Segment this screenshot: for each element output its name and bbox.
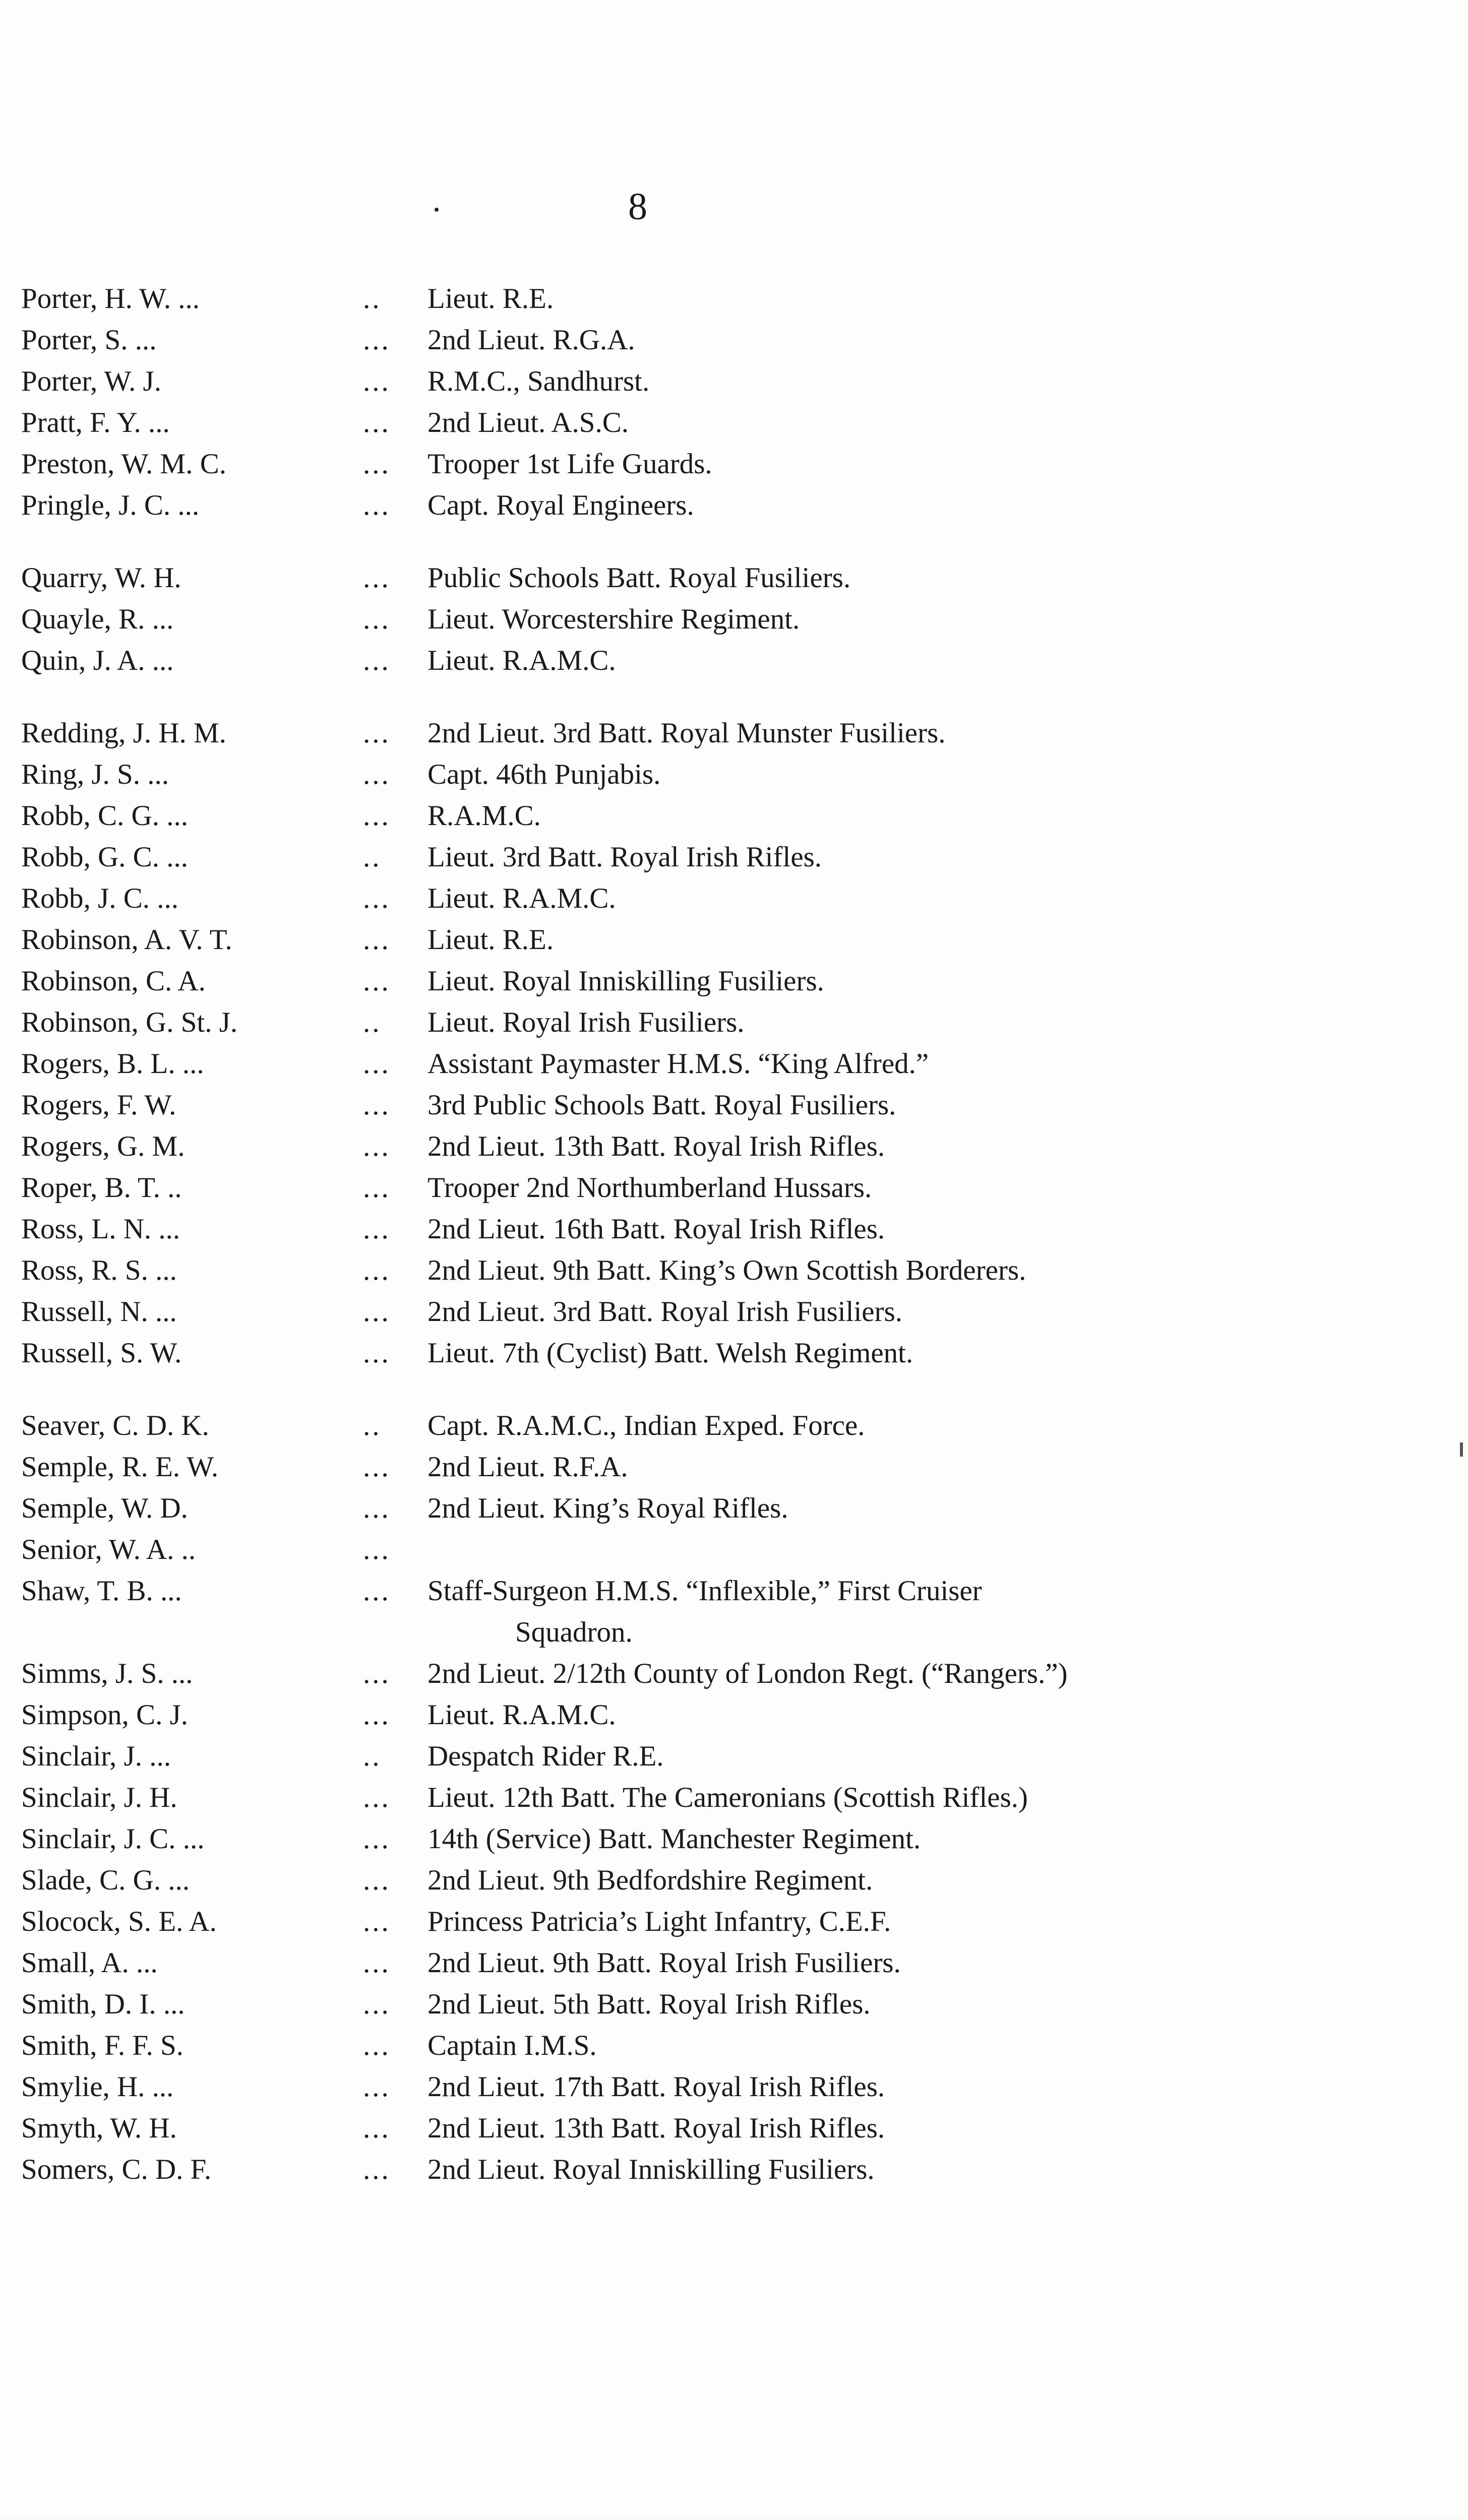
entry-unit: Lieut. R.A.M.C. [427,645,616,676]
entry-name: Rogers, B. L. ... [21,1048,204,1080]
roll-entry [0,1901,1468,1942]
entry-name: Russell, N. ... [21,1296,177,1328]
roll-entry [0,320,1468,361]
entry-name: Robb, G. C. ... [21,841,188,873]
entry-unit: R.A.M.C. [427,800,541,832]
roll-entry [0,1736,1468,1777]
entry-name: Small, A. ... [21,1947,158,1979]
dot-leader: ... [363,883,391,914]
dot-leader: ... [363,1254,391,1286]
entry-unit: 2nd Lieut. 9th Batt. King’s Own Scottish Borderers. [427,1254,1026,1286]
dot-leader: ... [363,407,391,438]
roll-entry [0,1043,1468,1085]
entry-unit: Lieut. R.E. [427,924,554,956]
roll-entry [0,1209,1468,1250]
roll-entry [0,1818,1468,1860]
roll-entry [0,1002,1468,1043]
roll-entry [0,1777,1468,1818]
dot-leader: ... [363,2154,391,2185]
dot-leader: ... [363,562,391,594]
roll-entry [0,878,1468,919]
dot-leader: ... [363,1864,391,1896]
dot-leader: ... [363,717,391,749]
roll-of-honour-list [0,278,1468,2190]
entry-name: Smyth, W. H. [21,2112,177,2144]
entry-unit: 3rd Public Schools Batt. Royal Fusiliers. [427,1089,896,1121]
entry-name: Rogers, G. M. [21,1130,185,1162]
roll-entry [0,2108,1468,2149]
entry-unit: Trooper 2nd Northumberland Hussars. [427,1172,872,1204]
dot-leader: ... [363,1296,391,1328]
entry-unit: Lieut. Royal Inniskilling Fusiliers. [427,965,824,997]
entry-name: Quarry, W. H. [21,562,181,594]
roll-entry [0,1291,1468,1333]
roll-entry [0,713,1468,754]
entry-unit: 2nd Lieut. 3rd Batt. Royal Munster Fusiliers. [427,717,946,749]
roll-entry [0,1529,1468,1570]
dot-leader: ... [363,1782,391,1813]
entry-name: Seaver, C. D. K. [21,1410,209,1441]
roll-entry [0,1942,1468,1984]
dot-leader: .. [363,1410,382,1441]
dot-leader: ... [363,1451,391,1483]
dot-leader: ... [363,1089,391,1121]
roll-entry [0,1570,1468,1653]
ink-dot-mark [435,208,439,212]
roll-entry [0,754,1468,795]
entry-unit: Lieut. 3rd Batt. Royal Irish Rifles. [427,841,822,873]
entry-name: Shaw, T. B. ... [21,1575,182,1607]
roll-entry [0,1333,1468,1374]
entry-unit: Public Schools Batt. Royal Fusiliers. [427,562,851,594]
entry-name: Slade, C. G. ... [21,1864,190,1896]
entry-unit: 2nd Lieut. King’s Royal Rifles. [427,1492,788,1524]
entry-name: Smith, D. I. ... [21,1988,185,2020]
dot-leader: ... [363,2112,391,2144]
entry-unit: Trooper 1st Life Guards. [427,448,712,480]
roll-entry [0,1250,1468,1291]
entry-unit: Captain I.M.S. [427,2030,597,2061]
entry-unit: 2nd Lieut. 5th Batt. Royal Irish Rifles. [427,1988,871,2020]
roll-entry [0,1860,1468,1901]
entry-unit: 2nd Lieut. 16th Batt. Royal Irish Rifles. [427,1213,885,1245]
roll-entry [0,278,1468,320]
entry-unit: Despatch Rider R.E. [427,1740,664,1772]
roll-entry [0,1126,1468,1167]
entry-unit: Capt. Royal Engineers. [427,489,694,521]
entry-unit: 2nd Lieut. 13th Batt. Royal Irish Rifles. [427,2112,885,2144]
dot-leader: ... [363,365,391,397]
roll-entry [0,1984,1468,2025]
entry-name: Ross, L. N. ... [21,1213,180,1245]
dot-leader: ... [363,1988,391,2020]
entry-unit: 2nd Lieut. 9th Batt. Royal Irish Fusiliers. [427,1947,901,1979]
entry-name: Slocock, S. E. A. [21,1906,217,1937]
entry-name: Sinclair, J. C. ... [21,1823,205,1855]
dot-leader: .. [363,1006,382,1038]
entry-name: Ring, J. S. ... [21,759,169,790]
entry-unit: 2nd Lieut. R.F.A. [427,1451,628,1483]
entry-name: Senior, W. A. .. [21,1534,196,1565]
roll-entry [0,640,1468,681]
entry-name: Porter, H. W. ... [21,283,200,314]
entry-name: Robinson, A. V. T. [21,924,232,956]
roll-entry [0,2149,1468,2190]
roll-entry [0,361,1468,402]
entry-name: Robinson, C. A. [21,965,206,997]
roll-entry [0,1085,1468,1126]
entry-name: Pringle, J. C. ... [21,489,200,521]
entry-unit: R.M.C., Sandhurst. [427,365,650,397]
entry-unit: 2nd Lieut. A.S.C. [427,407,629,438]
entry-name: Sinclair, J. H. [21,1782,177,1813]
entry-name: Semple, W. D. [21,1492,188,1524]
entry-name: Russell, S. W. [21,1337,182,1369]
entry-unit: 2nd Lieut. 13th Batt. Royal Irish Rifles. [427,1130,885,1162]
dot-leader: ... [363,2071,391,2103]
dot-leader: ... [363,1172,391,1204]
dot-leader: ... [363,1823,391,1855]
roll-entry [0,2066,1468,2108]
entry-name: Semple, R. E. W. [21,1451,219,1483]
entry-name: Ross, R. S. ... [21,1254,177,1286]
roll-entry [0,1653,1468,1694]
roll-entry [0,1488,1468,1529]
dot-leader: ... [363,1658,391,1689]
dot-leader: ... [363,324,391,356]
dot-leader: ... [363,1130,391,1162]
entry-unit: Assistant Paymaster H.M.S. “King Alfred.” [427,1048,929,1080]
dot-leader: ... [363,1337,391,1369]
entry-name: Robb, C. G. ... [21,800,188,832]
dot-leader: .. [363,841,382,873]
page-edge-mark [1460,1442,1463,1457]
entry-unit: Lieut. Worcestershire Regiment. [427,603,800,635]
roll-entry [0,1694,1468,1736]
entry-name: Somers, C. D. F. [21,2154,212,2185]
entry-name: Smith, F. F. S. [21,2030,184,2061]
dot-leader: .. [363,283,382,314]
roll-entry [0,1167,1468,1209]
dot-leader: ... [363,1947,391,1979]
roll-entry [0,557,1468,599]
entry-name: Robb, J. C. ... [21,883,178,914]
dot-leader: ... [363,2030,391,2061]
roll-entry [0,961,1468,1002]
entry-unit: 2nd Lieut. 3rd Batt. Royal Irish Fusiliers. [427,1296,903,1328]
entry-unit: Lieut. 7th (Cyclist) Batt. Welsh Regiment. [427,1337,913,1369]
entry-unit: Lieut. Royal Irish Fusiliers. [427,1006,745,1038]
entry-unit: Lieut. 12th Batt. The Cameronians (Scottish Rifles.) [427,1782,1028,1813]
entry-unit: Capt. 46th Punjabis. [427,759,661,790]
page-bottom-edge [0,2517,1468,2520]
entry-unit: Staff-Surgeon H.M.S. “Inflexible,” First Cruiser [427,1575,982,1607]
entry-name: Simpson, C. J. [21,1699,189,1731]
roll-entry [0,599,1468,640]
page-number: 8 [628,185,647,228]
dot-leader: .. [363,1740,382,1772]
entry-unit: 2nd Lieut. 17th Batt. Royal Irish Rifles. [427,2071,885,2103]
entry-name: Redding, J. H. M. [21,717,226,749]
entry-name: Pratt, F. Y. ... [21,407,170,438]
entry-name: Sinclair, J. ... [21,1740,171,1772]
entry-name: Rogers, F. W. [21,1089,176,1121]
roll-entry [0,444,1468,485]
dot-leader: ... [363,759,391,790]
entry-unit: 2nd Lieut. 2/12th County of London Regt. (“Rangers.”) [427,1658,1068,1689]
roll-entry [0,2025,1468,2066]
entry-unit: 2nd Lieut. 9th Bedfordshire Regiment. [427,1864,873,1896]
roll-entry [0,795,1468,837]
dot-leader: ... [363,1699,391,1731]
dot-leader: ... [363,448,391,480]
entry-unit: Lieut. R.E. [427,283,554,314]
dot-leader: ... [363,1048,391,1080]
entry-unit: 2nd Lieut. R.G.A. [427,324,635,356]
roll-entry [0,837,1468,878]
entry-unit: Princess Patricia’s Light Infantry, C.E.F. [427,1906,891,1937]
roll-entry [0,1405,1468,1446]
entry-unit: Capt. R.A.M.C., Indian Exped. Force. [427,1410,865,1441]
entry-name: Porter, S. ... [21,324,157,356]
dot-leader: ... [363,1575,391,1607]
entry-unit: 14th (Service) Batt. Manchester Regiment. [427,1823,921,1855]
roll-entry [0,919,1468,961]
entry-name: Quin, J. A. ... [21,645,174,676]
entry-name: Robinson, G. St. J. [21,1006,238,1038]
entry-unit: 2nd Lieut. Royal Inniskilling Fusiliers. [427,2154,875,2185]
dot-leader: ... [363,800,391,832]
entry-name: Roper, B. T. .. [21,1172,182,1204]
dot-leader: ... [363,603,391,635]
dot-leader: ... [363,1906,391,1937]
entry-name: Smylie, H. ... [21,2071,174,2103]
entry-name: Preston, W. M. C. [21,448,226,480]
dot-leader: ... [363,924,391,956]
dot-leader: ... [363,1492,391,1524]
dot-leader: ... [363,1534,391,1565]
entry-name: Porter, W. J. [21,365,161,397]
roll-entry [0,485,1468,526]
dot-leader: ... [363,489,391,521]
entry-unit-continuation: Squadron. [515,1616,633,1648]
dot-leader: ... [363,645,391,676]
dot-leader: ... [363,965,391,997]
entry-unit: Lieut. R.A.M.C. [427,1699,616,1731]
roll-entry [0,402,1468,444]
roll-entry [0,1446,1468,1488]
dot-leader: ... [363,1213,391,1245]
entry-name: Simms, J. S. ... [21,1658,193,1689]
entry-name: Quayle, R. ... [21,603,174,635]
entry-unit: Lieut. R.A.M.C. [427,883,616,914]
